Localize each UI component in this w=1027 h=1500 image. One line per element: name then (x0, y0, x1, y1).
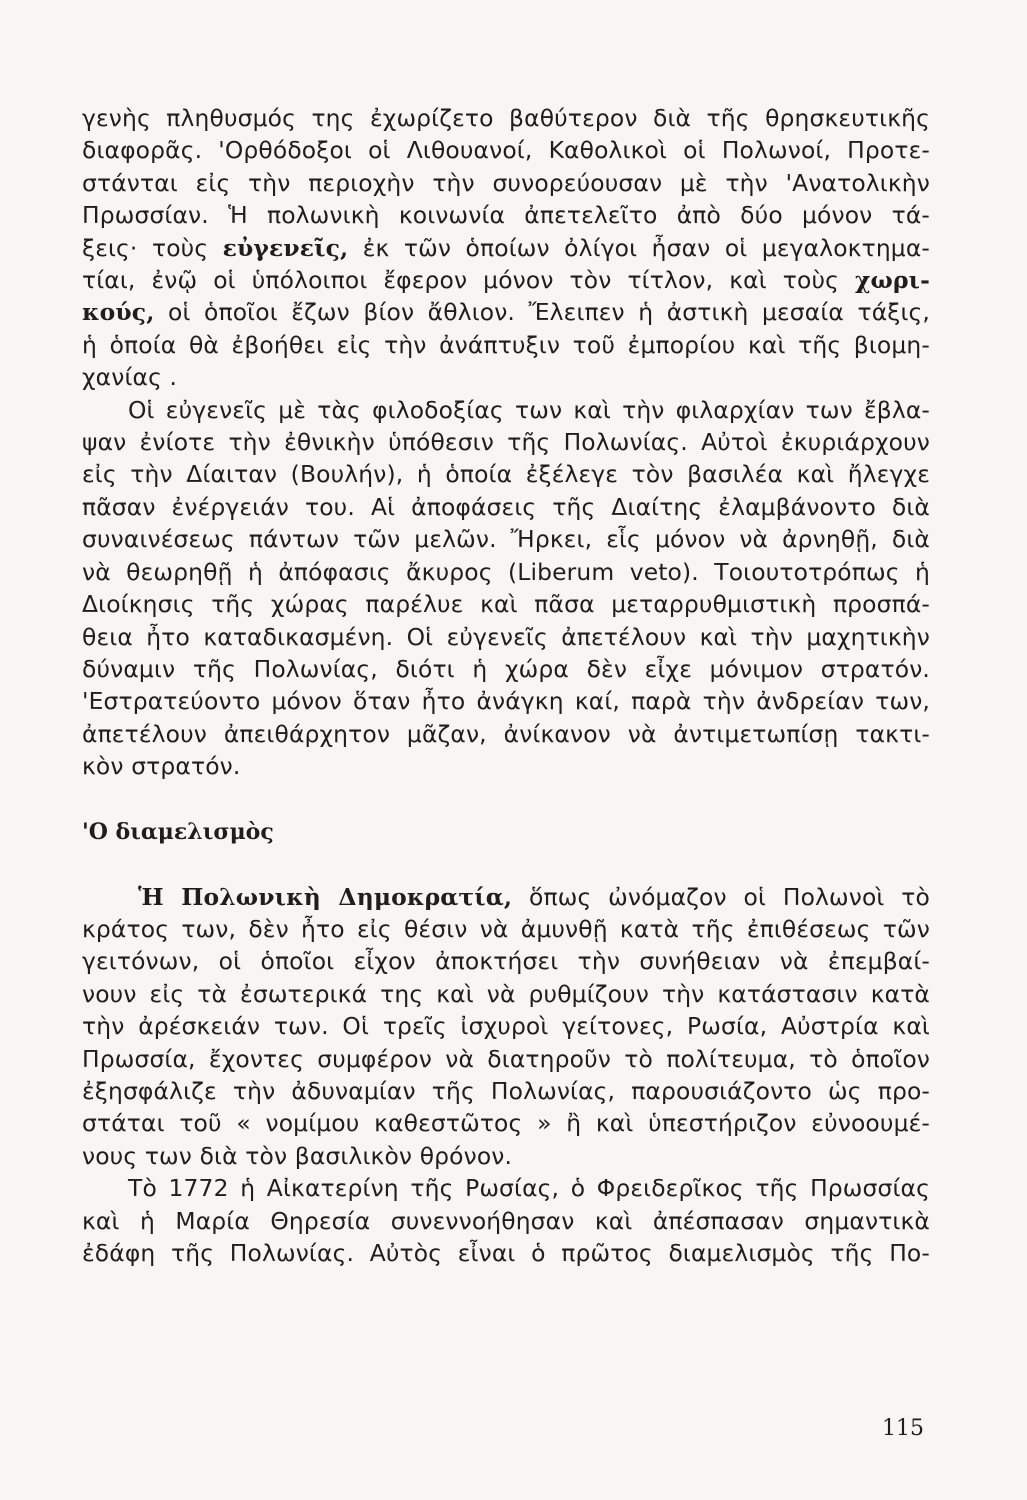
text-line: κὸν στρατόν. (82, 752, 241, 781)
text-line: συναινέσεως πάντων τῶν μελῶν. Ἤρκει, εἷς μόνον νὰ ἀρνηθῇ, διὰ (82, 525, 930, 554)
text-line: νουν εἰς τὰ ἐσωτερικά της καὶ νὰ ρυθμίζουν τὴν κατάστασιν κατὰ (82, 979, 930, 1008)
text-line: 'Εστρατεύοντο μόνον ὅταν ἦτο ἀνάγκη καί, παρὰ τὴν ἀνδρείαν των, (82, 687, 930, 716)
text-segment: ὅπως ὠνόμαζον οἱ Πολωνοὶ τὸ (512, 882, 930, 911)
book-page-text (82, 102, 930, 1269)
text-line: πᾶσαν ἐνέργειάν του. Αἱ ἀποφάσεις τῆς Διαίτης ἐλαμβάνοντο διὰ (82, 492, 930, 521)
text-line: στάται τοῦ « νομίμου καθεστῶτος » ἢ καὶ ὑπεστήριζον εὐνοουμέ- (82, 1109, 930, 1138)
text-line: διαφορᾶς. 'Ορθόδοξοι οἱ Λιθουανοί, Καθολικοὶ οἱ Πολωνοί, Προτε- (82, 136, 930, 165)
page-number: 115 (882, 1416, 924, 1441)
text-line: στάνται εἰς τὴν περιοχὴν τὴν συνορεύουσαν μὲ τὴν 'Ανατολικὴν (82, 168, 930, 197)
paragraph-3 (82, 881, 930, 1173)
text-line: ἀπετέλουν ἀπειθάρχητον μᾶζαν, ἀνίκανον νὰ ἀντιμετωπίσῃ τακτι- (82, 719, 930, 748)
text-line: νους των διὰ τὸν βασιλικὸν θρόνον. (82, 1141, 513, 1170)
text-line: χανίας . (82, 363, 178, 392)
text-line (82, 264, 930, 296)
text-line: θεια ἦτο καταδικασμένη. Οἱ εὐγενεῖς ἀπετέλουν καὶ τὴν μαχητικὴν (82, 622, 930, 651)
text-line (82, 881, 930, 913)
text-line (82, 296, 930, 328)
text-line: Διοίκησις τῆς χώρας παρέλυε καὶ πᾶσα μεταρρυθμιστικὴ προσπά- (82, 590, 930, 619)
text-line: γειτόνων, οἱ ὁποῖοι εἶχον ἀποκτήσει τὴν συνήθειαν νὰ ἐπεμβαί- (82, 947, 930, 976)
text-line: ἡ ὁποία θὰ ἐβοήθει εἰς τὴν ἀνάπτυξιν τοῦ ἐμπορίου καὶ τῆς βιομη- (82, 330, 930, 359)
text-line: δύναμιν τῆς Πολωνίας, διότι ἡ χώρα δὲν εἶχε μόνιμον στρατόν. (82, 654, 930, 683)
text-line: Οἱ εὐγενεῖς μὲ τὰς φιλοδοξίας των καὶ τὴν φιλαρχίαν των ἔβλα- (128, 395, 930, 424)
section-heading: 'Ο διαμελισμὸς (82, 818, 274, 845)
paragraph-4 (82, 1172, 930, 1269)
bold-term-polish-republic: Ἡ Πολωνικὴ Δημοκρατία, (138, 882, 513, 911)
text-segment: ξεις· τοὺς (82, 233, 223, 262)
text-line (82, 232, 930, 264)
text-line: κράτος των, δὲν ἦτο εἰς θέσιν νὰ ἀμυνθῇ κατὰ τῆς ἐπιθέσεως τῶν (82, 914, 930, 943)
text-line: Πρωσσίαν. Ἡ πολωνικὴ κοινωνία ἀπετελεῖτο ἀπὸ δύο μόνον τά- (82, 201, 930, 230)
bold-term-nobles: εὐγενεῖς, (222, 233, 349, 262)
text-line: Πρωσσία, ἔχοντες συμφέρον νὰ διατηροῦν τὸ πολίτευμα, τὸ ὁποῖον (82, 1044, 930, 1073)
text-segment: ἐκ τῶν ὁποίων ὀλίγοι ἦσαν οἱ μεγαλοκτημα- (348, 233, 930, 262)
text-line: τὴν ἀρέσκειάν των. Οἱ τρεῖς ἰσχυροὶ γείτονες, Ρωσία, Αὐστρία καὶ (82, 1012, 930, 1041)
text-line: ψαν ἐνίοτε τὴν ἐθνικὴν ὑπόθεσιν τῆς Πολωνίας. Αὐτοὶ ἐκυριάρχουν (82, 428, 930, 457)
text-line: καὶ ἡ Μαρία Θηρεσία συνεννοήθησαν καὶ ἀπέσπασαν σημαντικὰ (82, 1206, 930, 1235)
text-segment: τίαι, ἐνῷ οἱ ὑπόλοιποι ἔφερον μόνον τὸν τίτλον, καὶ τοὺς (82, 266, 855, 295)
text-line: εἰς τὴν Δίαιταν (Βουλήν), ἡ ὁποία ἐξέλεγε τὸν βασιλέα καὶ ἤλεγχε (82, 460, 930, 489)
bold-term-peasants-part2: κούς, (82, 298, 155, 327)
text-line: ἐξησφάλιζε τὴν ἀδυναμίαν τῆς Πολωνίας, παρουσιάζοντο ὡς προ- (82, 1076, 930, 1105)
bold-term-peasants-part1: χωρι- (855, 266, 930, 295)
text-line: ἐδάφη τῆς Πολωνίας. Αὐτὸς εἶναι ὁ πρῶτος διαμελισμὸς τῆς Πο- (82, 1239, 930, 1267)
text-segment: οἱ ὁποῖοι ἔζων βίον ἄθλιον. Ἔλειπεν ἡ ἀστικὴ μεσαία τάξις, (154, 298, 930, 327)
paragraph-2 (82, 394, 930, 783)
paragraph-1 (82, 102, 930, 394)
text-line: γενὴς πληθυσμός της ἐχωρίζετο βαθύτερον διὰ τῆς θρησκευτικῆς (82, 104, 930, 132)
text-line: Τὸ 1772 ἡ Αἰκατερίνη τῆς Ρωσίας, ὁ Φρειδερῖκος τῆς Πρωσσίας (128, 1174, 930, 1203)
text-line: νὰ θεωρηθῇ ἡ ἀπόφασις ἄκυρος (Liberum veto). Τοιουτοτρόπως ἡ (82, 557, 930, 586)
